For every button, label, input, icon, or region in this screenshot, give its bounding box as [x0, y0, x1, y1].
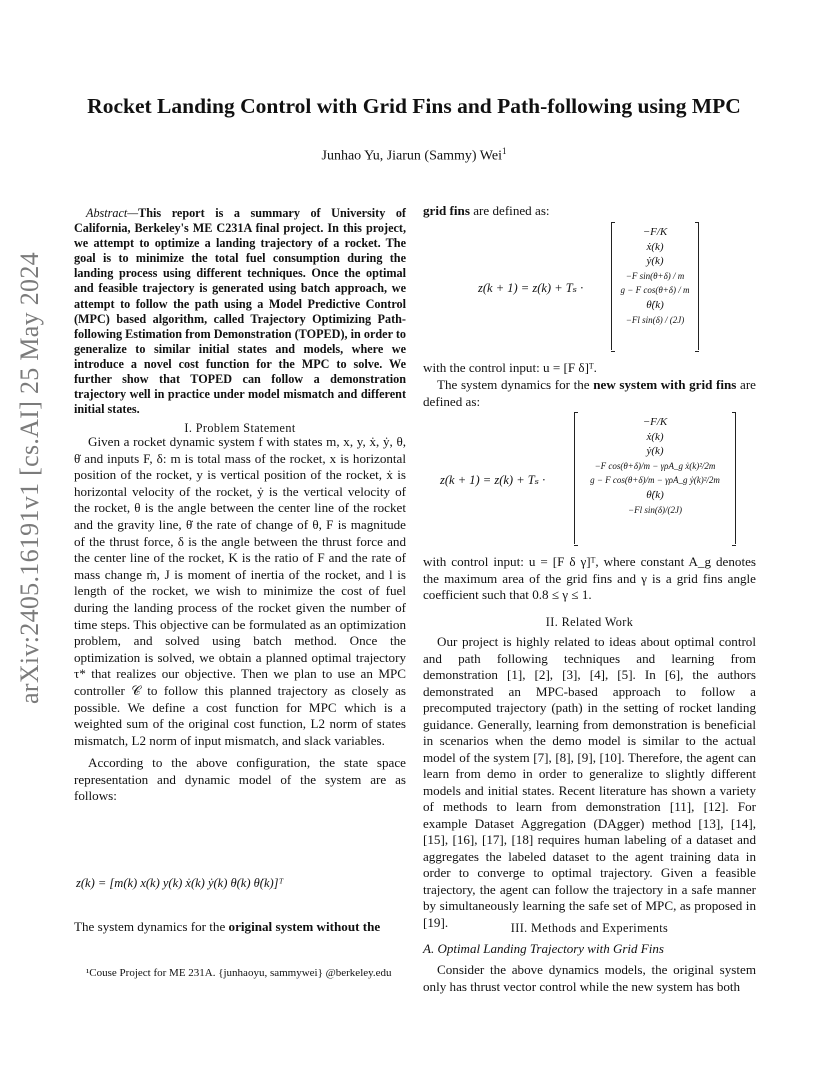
- config-paragraph: According to the above configuration, the state space representation and dynamic model of the system are as follows:: [74, 755, 406, 804]
- paper-title: Rocket Landing Control with Grid Fins and Path-following using MPC: [87, 94, 741, 118]
- new-system-post: are defined as:: [423, 377, 756, 409]
- methods-paragraph: Consider the above dynamics models, the original system only has thrust vector control while the new system has both: [423, 962, 756, 994]
- section-heading-2: II. Related Work: [545, 615, 634, 629]
- eq1-matrix: [611, 222, 699, 350]
- problem-statement-text: [74, 434, 406, 805]
- matrix-row: −F cos(θ+δ)/m − γρA_g ẋ(k)²/2m: [594, 460, 716, 471]
- related-work: [423, 634, 756, 931]
- matrix-row: θ̇(k): [646, 488, 664, 501]
- matrix-row: ẋ(k): [646, 430, 664, 443]
- matrix-row: g − F cos(θ+δ)/m − γρA_g ẏ(k)²/2m: [590, 475, 720, 486]
- dynamics-intro-bold: original system without the: [228, 919, 381, 934]
- grid-fins-bold: grid fins: [423, 203, 470, 218]
- problem-paragraph: Given a rocket dynamic system f with states m, x, y, ẋ, ẏ, θ, θ̇ and inputs F, δ: m is total mass of the rocket, x is horizontal position of the rocket, y is vertical position of the rocket, ẋ is horizontal velocity of the rocket, ẏ is the vertical velocity of the rocket, θ is the angle between the center line of the rocket and the gravity line, θ̇ the rate of change of θ, F is magnitude of the thrust force, δ is the angle between the thrust force and the center line of the rocket, K is the ratio of F and the rate of mass change ṁ, J is moment of inertia of the rocket, and l is length of the rocket, we wish to minimize the cost of fuel during the landing process of the rocket given the number of time steps. This objective can be formulated as an optimization problem, and solved using batch method. Once the optimization is solved, we obtain a planned optimal trajectory τ* that realizes our objective. Then we plan to use an MPC controller 𝒞 to follow this planned trajectory as closely as possible. We define a cost function for MPC which is a weighted sum of the original cost function, L2 norm of states mismatch, L2 norm of input mismatch, and slack variables.: [74, 434, 406, 748]
- abstract-label: Abstract—: [86, 206, 139, 220]
- matrix-row: ẋ(k): [646, 240, 664, 253]
- matrix-row: −F/K: [642, 416, 668, 428]
- author-footnote-mark: 1: [501, 146, 507, 156]
- matrix-row: g − F cos(θ+δ) / m: [620, 285, 690, 296]
- eq2-matrix: [574, 412, 736, 544]
- section-heading-1: I. Problem Statement: [184, 421, 296, 435]
- eq1-lhs: z(k + 1) = z(k) + Tₛ ·: [478, 281, 584, 295]
- related-work-text: Our project is highly related to ideas about optimal control and path following techniques and learning from demonstration [1], [2], [3], [4], [5]. In [6], the authors demonstrated an MPC-based approach to follow a precomputed trajectory (path) in the setting of rocket landing guidance. Generally, learning from demonstration is beneficial in scenarios when the demo model is similar to the actual model of the system [7], [8], [9], [10]. Therefore, the agent can learn from demo in order to generalize to slightly different models and initial states. Recent literature has shown a variety of methods to learn from demonstration [11], [12]. For example Dataset Aggregation (DAgger) method [13], [14], [15], [16], [17], [18] requires human labeling of a dataset and aggregates the labeled dataset to the agent training data in order to converge to optimal trajectory. Given a feasible trajectory, the agent can follow the trajectory in a safe manner by simultaneously learning the safe set of MPC, as proposed in [19].: [423, 634, 756, 930]
- new-system-bold: new system with grid fins: [593, 377, 737, 392]
- new-system-pre: The system dynamics for the: [437, 377, 594, 392]
- abstract-text: This report is a summary of University of California, Berkeley's ME C231A final project. In this project, we attempt to optimize a landing trajectory of a rocket. The goal is to minimize the total fuel consumption during the landing process using different techniques. Once the optimal and feasible trajectory is generated using batch approach, we attempt to follow the path using a Model Predictive Control (MPC) based algorithm, called Trajectory Optimizing Path-following Estimation from Demonstration (TOPED), in order to generalize to similar initial states and models, where we introduce a novel cost function for the MPC to solve. We further show that TOPED can follow a demonstration trajectory well in practice under model mismatch and different initial states.: [74, 206, 406, 417]
- matrix-row: −F sin(θ+δ) / m: [625, 270, 685, 281]
- new-system-intro: [423, 377, 756, 410]
- matrix-row: θ̇(k): [646, 298, 664, 311]
- eq2-lhs: z(k + 1) = z(k) + Tₛ ·: [440, 473, 546, 487]
- dynamics-intro: [74, 919, 406, 936]
- grid-fins-rest: are defined as:: [469, 203, 550, 218]
- matrix-row: ẏ(k): [646, 445, 664, 458]
- footnote: [74, 966, 406, 980]
- section-heading-3: III. Methods and Experiments: [510, 921, 669, 935]
- abstract: [74, 206, 406, 417]
- methods-text: [423, 962, 756, 995]
- dynamics-intro-text: The system dynamics for the: [74, 919, 229, 934]
- eq1-rows: [612, 222, 698, 327]
- author-names: Junhao Yu, Jiarun (Sammy) Wei: [321, 148, 502, 164]
- control-input-2: with control input: u = [F δ γ]ᵀ, where constant A_g denotes the maximum area of the grid fins and γ is a grid fins angle coefficient such that 0.8 ≤ γ ≤ 1.: [423, 554, 756, 602]
- control-input-1: with the control input: u = [F δ]ᵀ.: [423, 360, 597, 375]
- matrix-row: ẏ(k): [646, 255, 664, 268]
- footnote-text: ¹Couse Project for ME 231A. {junhaoyu, sammywei} @berkeley.edu: [86, 967, 392, 979]
- arxiv-stamp: arXiv:2405.16191v1 [cs.AI] 25 May 2024: [15, 252, 44, 704]
- paper-authors: [0, 146, 828, 165]
- matrix-row: −Fl sin(δ) / (2J): [625, 314, 685, 325]
- subsection-heading-3a: A. Optimal Landing Trajectory with Grid Fins: [423, 941, 664, 956]
- matrix-row: −F/K: [642, 226, 668, 238]
- grid-fins-lead: [423, 203, 756, 220]
- state-vector-equation: z(k) = [m(k) x(k) y(k) ẋ(k) ẏ(k) θ(k) θ̇(k)]ᵀ: [76, 876, 284, 890]
- matrix-row: −Fl sin(δ)/(2J): [628, 504, 682, 515]
- eq2-rows: [575, 412, 735, 517]
